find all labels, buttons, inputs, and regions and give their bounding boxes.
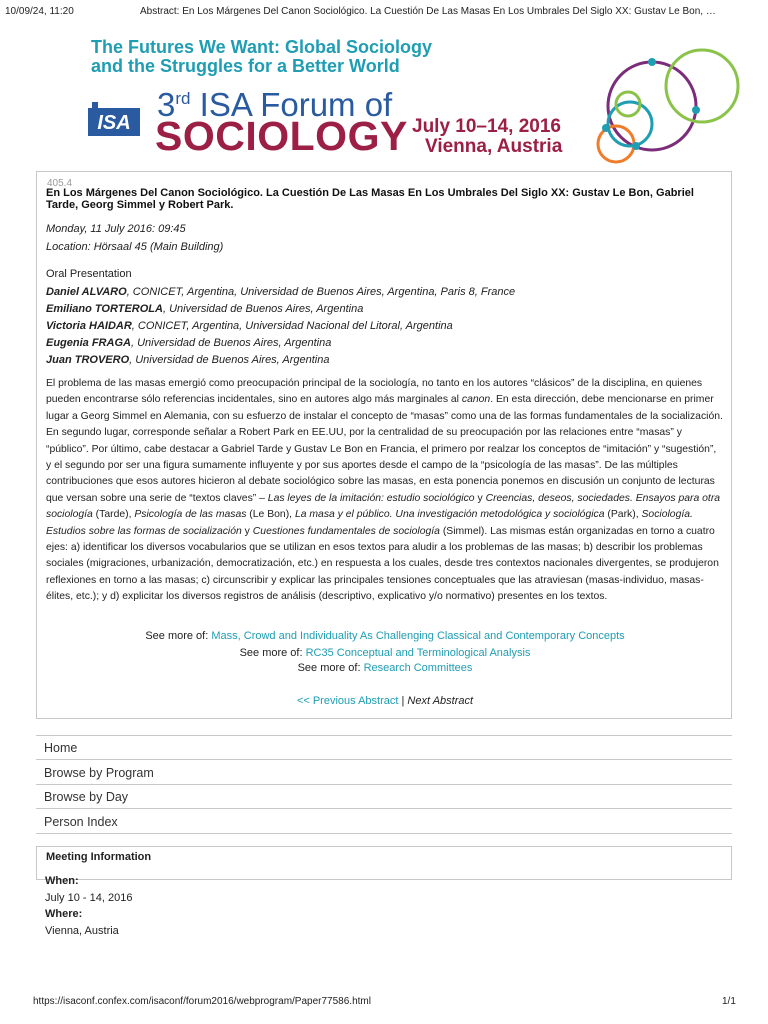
nav-home[interactable]: Home [36,735,732,760]
author-row [46,318,722,335]
isa-logo-icon [88,98,140,140]
see-more-session [37,630,733,642]
abstract-segment: Psicología de las masas [134,509,247,521]
meeting-info-title: Meeting Information [46,851,152,863]
presentation-type: Oral Presentation [46,268,132,280]
author-name: Victoria HAIDAR [46,320,132,332]
abstract-segment: Sociología. Estudios sobre las formas de socialización [46,509,693,537]
author-name: Juan TROVERO [46,354,130,366]
program-nav [36,735,732,834]
print-header [0,0,768,18]
tagline-line-2: and the Struggles for a Better World [91,56,400,76]
author-row [46,335,722,352]
next-abstract-link[interactable]: Next Abstract [407,695,474,707]
banner-tagline [91,38,432,76]
abstract-segment: Cuestiones fundamentales de sociología [252,525,440,537]
see-more-prefix: See more of: [145,630,212,642]
nav-browse-by-program[interactable]: Browse by Program [36,761,732,785]
abstract-pager [37,695,733,707]
meeting-info-panel [36,846,732,880]
forum-dates: July 10–14, 2016 [412,116,561,137]
see-more-committee-link[interactable]: RC35 Conceptual and Terminological Analysis [305,647,531,659]
when-label: When: [45,875,79,887]
tagline-line-1: The Futures We Want: Global Sociology [91,37,433,57]
forum-ordinal-suffix: rd [175,89,191,108]
abstract-segment: (Tarde), [92,509,135,521]
author-affiliation: , CONICET, Argentina, Universidad de Buenos Aires, Argentina, Paris 8, France [126,286,516,298]
see-more-prefix: See more of: [297,662,364,674]
interlocking-circles-icon [592,42,742,166]
abstract-body [46,376,724,606]
abstract-segment: Creencias, deseos, sociedades. Ensayos para otra sociología [46,492,721,521]
see-more-committee [37,647,733,659]
abstract-segment: . En esta dirección, debe mencionarse en primer lugar a Georg Simmel en Alemania, con su esfuerzo de instalar el concepto de “masas” como una de las formas fundamentales de la socialización. En segundo lugar, corresponde señalar a Robert Park en EE.UU, por la centralidad de su preocupación por las relaciones entre “masas” y “público”. Por último, cabe destacar a Gabriel Tarde y Gustav Le Bon en Francia, el primero por realzar los conceptos de “imitación” y “sugestión”, y el segundo por ser una figura sumamente influyente y por sus aportes desde el campo de la “psicología de las masas”. De las múltiples contribuciones que esos autores hicieron al debate sociológico sobre las masas, en esta ponencia ponemos en discusión un conjunto de lecturas que versan sobre una serie de “textos claves” – [46,394,723,504]
abstract-segment: El problema de las masas emergió como preocupación principal de la sociología, no tanto en los autores “clásicos” de la disciplina, en quienes pueden encontrarse sólo referencias incidentales, sino en autores algo más marginales al [46,378,703,406]
author-affiliation: , CONICET, Argentina, Universidad Nacional del Litoral, Argentina [131,320,453,332]
abstract-panel [36,171,732,719]
where-value: Vienna, Austria [45,924,119,937]
meeting-details [45,873,132,939]
forum-city: Vienna, Austria [425,136,563,157]
author-name: Eugenia FRAGA [46,337,131,349]
nav-person-index[interactable]: Person Index [36,810,732,834]
author-row [46,284,722,301]
see-more-session-link[interactable]: Mass, Crowd and Individuality As Challenging Classical and Contemporary Concepts [211,630,625,642]
when-value: July 10 - 14, 2016 [45,891,133,904]
forum-banner [0,20,768,170]
author-affiliation: , Universidad de Buenos Aires, Argentina [129,354,330,366]
page-count: 1/1 [722,996,736,1007]
paper-title: En Los Márgenes Del Canon Sociológico. La Cuestión De Las Masas En Los Umbrales Del Siglo XX: Gustav Le Bon, Gabriel Tarde, Georg Simmel y Robert Park. [46,187,694,211]
abstract-segment: y [474,492,486,504]
print-title: Abstract: En Los Márgenes Del Canon Sociológico. La Cuestión De Las Masas En Los Umbrales Del Siglo XX: Gustav Le Bon, … [140,6,716,17]
paper-number: 405.4 [47,178,73,189]
author-row [46,352,722,369]
abstract-segment: canon [461,394,491,406]
forum-title-rest: ISA Forum of [190,86,393,123]
author-name: Emiliano TORTEROLA [46,303,163,315]
author-affiliation: , Universidad de Buenos Aires, Argentina [130,337,332,349]
abstract-segment: La masa y el público. Una investigación metodológica y sociológica [294,509,605,521]
author-row [46,301,722,318]
page-url: https://isaconf.confex.com/isaconf/forum2016/webprogram/Paper77586.html [33,996,371,1007]
abstract-segment: (Park), [604,509,642,521]
previous-abstract-link[interactable]: << Previous Abstract [296,695,399,707]
see-more-research-link[interactable]: Research Committees [363,662,473,674]
abstract-segment: y [241,525,253,537]
sociology-heading: SOCIOLOGY [155,113,408,159]
forum-ordinal: 3 [157,86,176,123]
author-list [46,284,722,369]
isa-logo-text: ISA [97,112,131,134]
abstract-segment: Las leyes de la imitación: estudio sociológico [267,492,475,504]
see-more-prefix: See more of: [239,647,306,659]
print-datetime: 10/09/24, 11:20 [5,6,74,17]
nav-browse-by-day[interactable]: Browse by Day [36,785,732,809]
see-more-research [37,662,733,674]
presentation-location: Location: Hörsaal 45 (Main Building) [46,241,224,253]
presentation-datetime: Monday, 11 July 2016: 09:45 [46,223,186,235]
abstract-segment: (Simmel). Las mismas están organizadas en torno a cuatro ejes: a) identificar los diversos vocabularios que se utilizan en esos textos para aludir a los problemas de las masas; b) describir los problemas sociales (migraciones, urbanización, democratización, etc.) en respuesta a los cuales, desde tres contextos nacionales divergentes, se produjeron reflexiones en torno a las masas; c) circunscribir y explicar las principales tensiones conceptuales que las atraviesan (masas-individuo, masas-élites, etc.); y d) explicitar los diversos registros de análisis (descriptivo, explicativo y/o normativo) presentes en los textos. [46,525,719,603]
author-name: Daniel ALVARO [46,286,127,298]
where-label: Where: [45,908,83,920]
pager-separator: | [398,695,408,707]
abstract-segment: (Le Bon), [246,509,295,521]
author-affiliation: , Universidad de Buenos Aires, Argentina [162,303,364,315]
